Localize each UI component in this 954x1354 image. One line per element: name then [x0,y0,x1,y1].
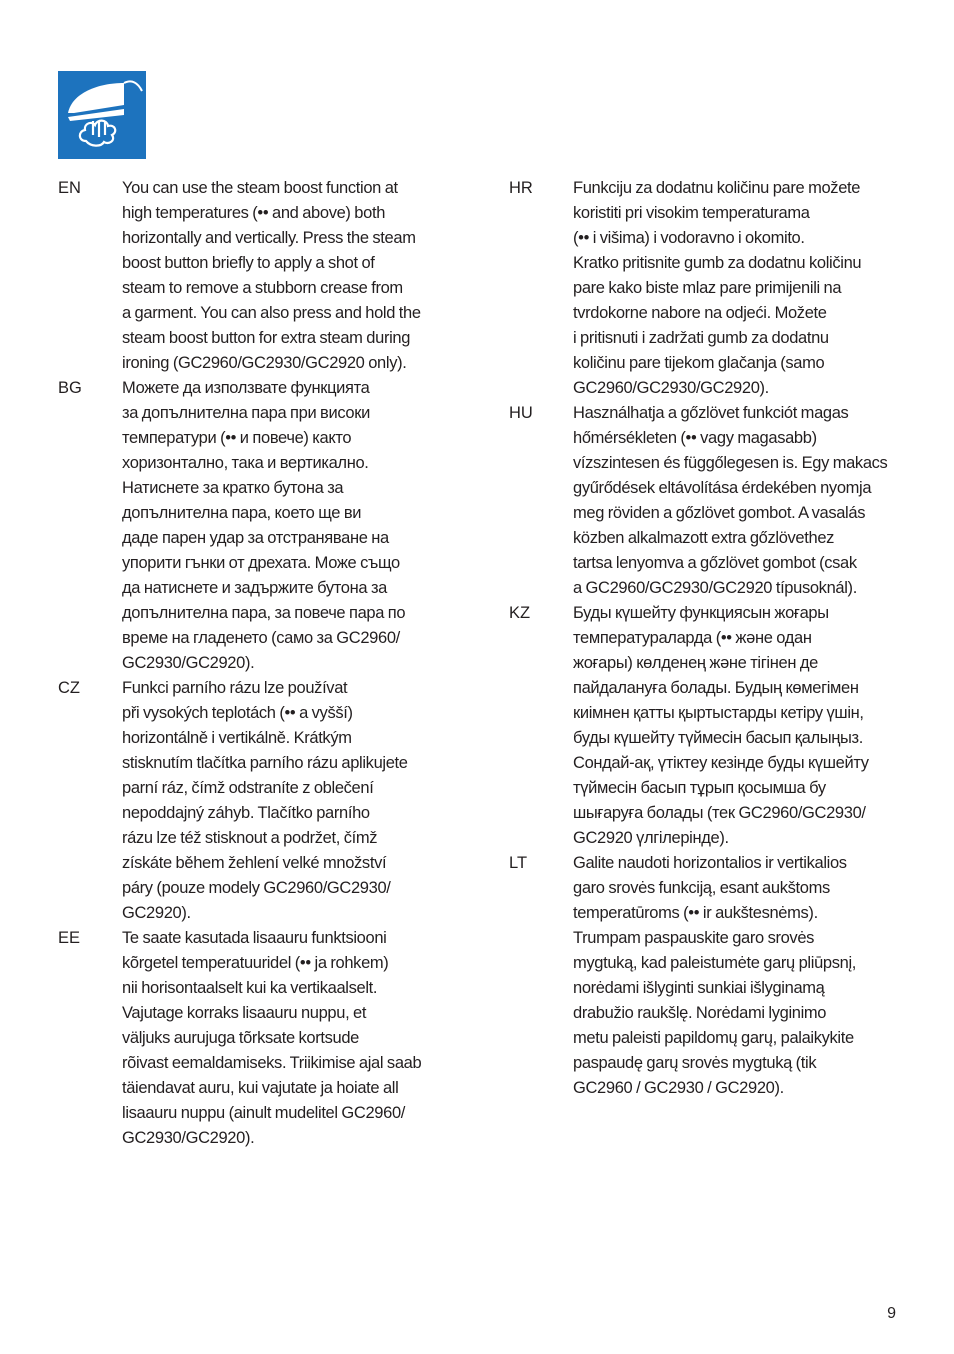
language-code: KZ [509,604,531,622]
instruction-text: Funkci parního rázu lze používat při vysokých teplotách (•• a vyšší) horizontálně i vertikálně. Krátkým stisknutím tlačítka parního rázu aplikujete parní ráz, čímž odstraníte z oblečení nepoddajný záhyb. Tlačítko parního rázu lze též stisknout a podržet, čímž získáte během žehlení velké množství páry (pouze modely GC2960/GC2930/ GC2920). [122,679,408,922]
language-entry-bg [58,376,448,676]
language-entry-en [58,176,448,376]
right-column [509,176,901,1101]
page-number: 9 [887,1305,896,1322]
language-code: EN [58,179,81,197]
instruction-text: Funkciju za dodatnu količinu pare možete koristiti pri visokim temperaturama (•• i višima) i vodoravno i okomito. Kratko pritisnite gumb za dodatnu količinu pare kako biste mlaz pare primijenili na tvrdokorne nabore na odjeći. Možete i pritisnuti i zadržati gumb za dodatnu količinu pare tijekom glačanja (samo GC2960/GC2930/GC2920). [573,179,862,397]
language-code: CZ [58,679,80,697]
language-entry-lt [509,851,901,1101]
language-entry-kz [509,601,901,851]
steam-iron-icon [58,71,146,159]
instruction-text: Használhatja a gőzlövet funkciót magas hőmérsékleten (•• vagy magasabb) vízszintesen és függőlegesen is. Egy makacs gyűrődések eltávolítása érdekében nyomja meg röviden a gőzlövet gombot. A vasalás közben alkalmazott extra gőzlövethez tartsa lenyomva a gőzlövet gombot (csak a GC2960/GC2930/GC2920 típusoknál). [573,404,888,597]
instruction-text: Galite naudoti horizontalios ir vertikalios garo srovės funkciją, esant aukštoms temperatūroms (•• ir aukštesnėms). Trumpam paspauskite garo srovės mygtuką, kad paleistumėte garų pliūpsnį, norėdami išlyginti sunkiai išlyginamą drabužio raukšlę. Norėdami lyginimo metu paleisti papildomų garų, palaikykite paspaudę garų srovės mygtuką (tik GC2960 / GC2930 / GC2920). [573,854,856,1097]
language-entry-hu [509,401,901,601]
language-code: HR [509,179,533,197]
instruction-text: Можете да използвате функцията за допълнителна пара при високи температури (•• и повече) както хоризонтално, така и вертикално. Натиснете за кратко бутона за допълнителна пара, което ще ви даде парен удар за отстраняване на упорити гънки от дрехата. Може също да натиснете и задържите бутона за допълнителна пара, за повече пара по време на гладенето (само за GC2960/ GC2930/GC2920). [122,379,406,672]
instruction-text: Буды күшейту функциясын жоғары температураларда (•• және одан жоғары) көлденең және тігінен де пайдалануға болады. Будың көмегімен киімнен қатты қыртыстарды кетіру үшін, буды күшейту түймесін басып қалыңыз. Сондай-ақ, үтіктеу кезінде буды күшейту түймесін басып тұрып қосымша бу шығаруға болады (тек GC2960/GC2930/ GC2920 үлгілерінде). [573,604,869,847]
steam-iron-graphic [58,71,146,159]
language-entry-hr [509,176,901,401]
language-code: LT [509,854,528,872]
language-entry-cz [58,676,448,926]
language-entry-ee [58,926,448,1151]
language-code: EE [58,929,81,947]
left-column [58,176,448,1151]
language-code: HU [509,404,533,422]
language-code: BG [58,379,82,397]
instruction-text: You can use the steam boost function at high temperatures (•• and above) both horizontally and vertically. Press the steam boost button briefly to apply a shot of steam to remove a stubborn crease from a garment. You can also press and hold the steam boost button for extra steam during ironing (GC2960/GC2930/GC2920 only). [122,179,421,372]
instruction-text: Te saate kasutada lisaauru funktsiooni kõrgetel temperatuuridel (•• ja rohkem) nii horisontaalselt kui ka vertikaalselt. Vajutage korraks lisaauru nuppu, et väljuks aurujuga tõrksate kortsude rõivast eemaldamiseks. Triikimise ajal saab täiendavat auru, kui vajutate ja hoiate all lisaauru nuppu (ainult mudelitel GC2960/ GC2930/GC2920). [122,929,422,1147]
